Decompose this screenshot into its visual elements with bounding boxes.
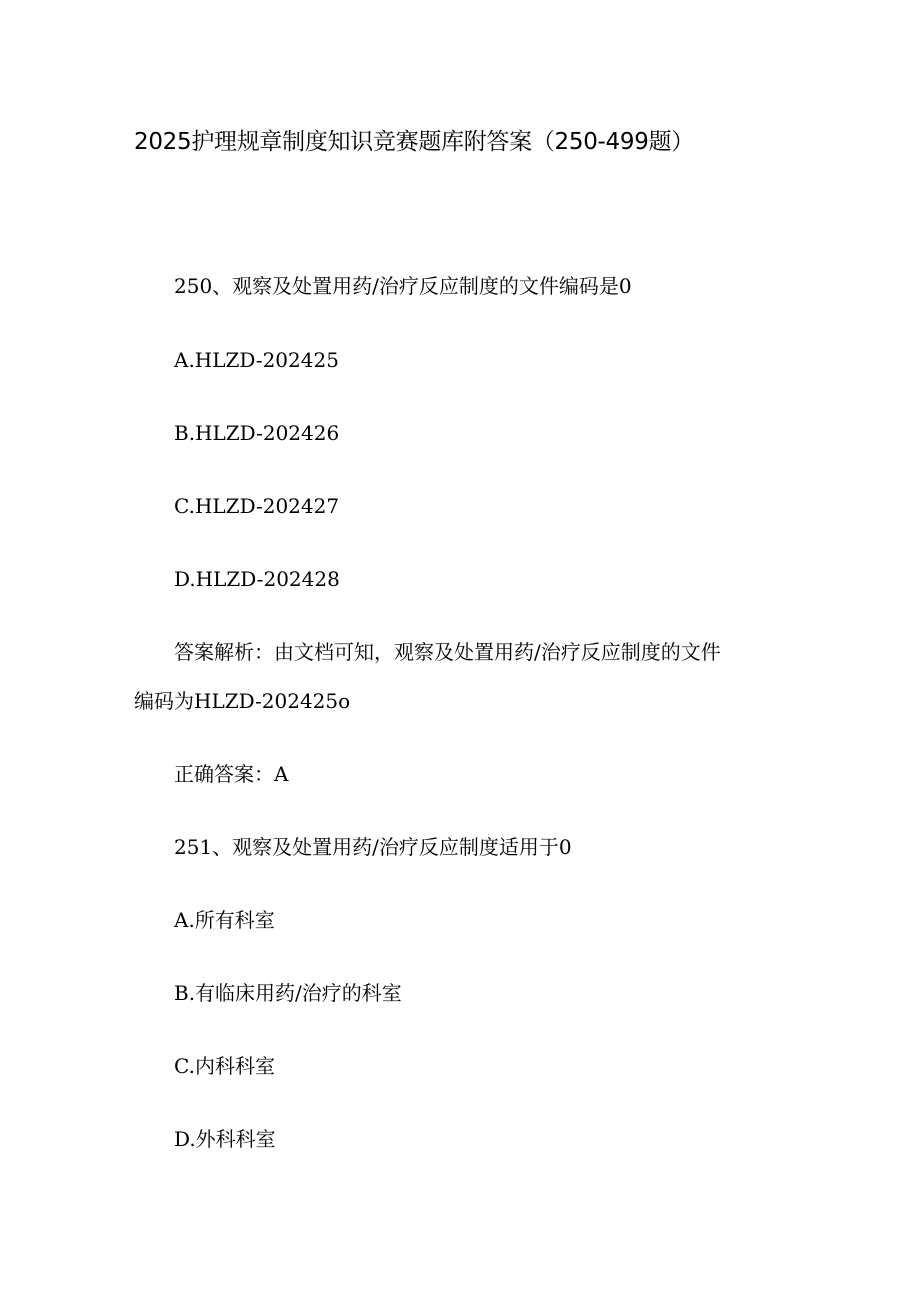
question-250-explanation-cont: 编码为HLZD-202425o xyxy=(134,689,351,713)
question-250-answer: 正确答案：A xyxy=(174,762,289,786)
question-250-explanation: 答案解析：由文档可知，观察及处置用药/治疗反应制度的文件 xyxy=(174,640,721,664)
question-251-stem: 251、观察及处置用药/治疗反应制度适用于0 xyxy=(174,835,572,859)
question-250-option-b: B.HLZD-202426 xyxy=(174,421,340,445)
question-251-option-a: A.所有科室 xyxy=(174,908,275,932)
question-250-option-d: D.HLZD-202428 xyxy=(174,567,340,591)
question-250-option-c: C.HLZD-202427 xyxy=(174,494,340,518)
question-250-option-a: A.HLZD-202425 xyxy=(174,348,339,372)
question-251-option-b: B.有临床用药/治疗的科室 xyxy=(174,981,402,1005)
question-251-option-d: D.外科科室 xyxy=(174,1127,276,1151)
question-251-option-c: C.内科科室 xyxy=(174,1054,275,1078)
document-title: 2025护理规章制度知识竞赛题库附答案（250-499题） xyxy=(134,129,694,155)
question-250-stem: 250、观察及处置用药/治疗反应制度的文件编码是0 xyxy=(174,274,632,298)
